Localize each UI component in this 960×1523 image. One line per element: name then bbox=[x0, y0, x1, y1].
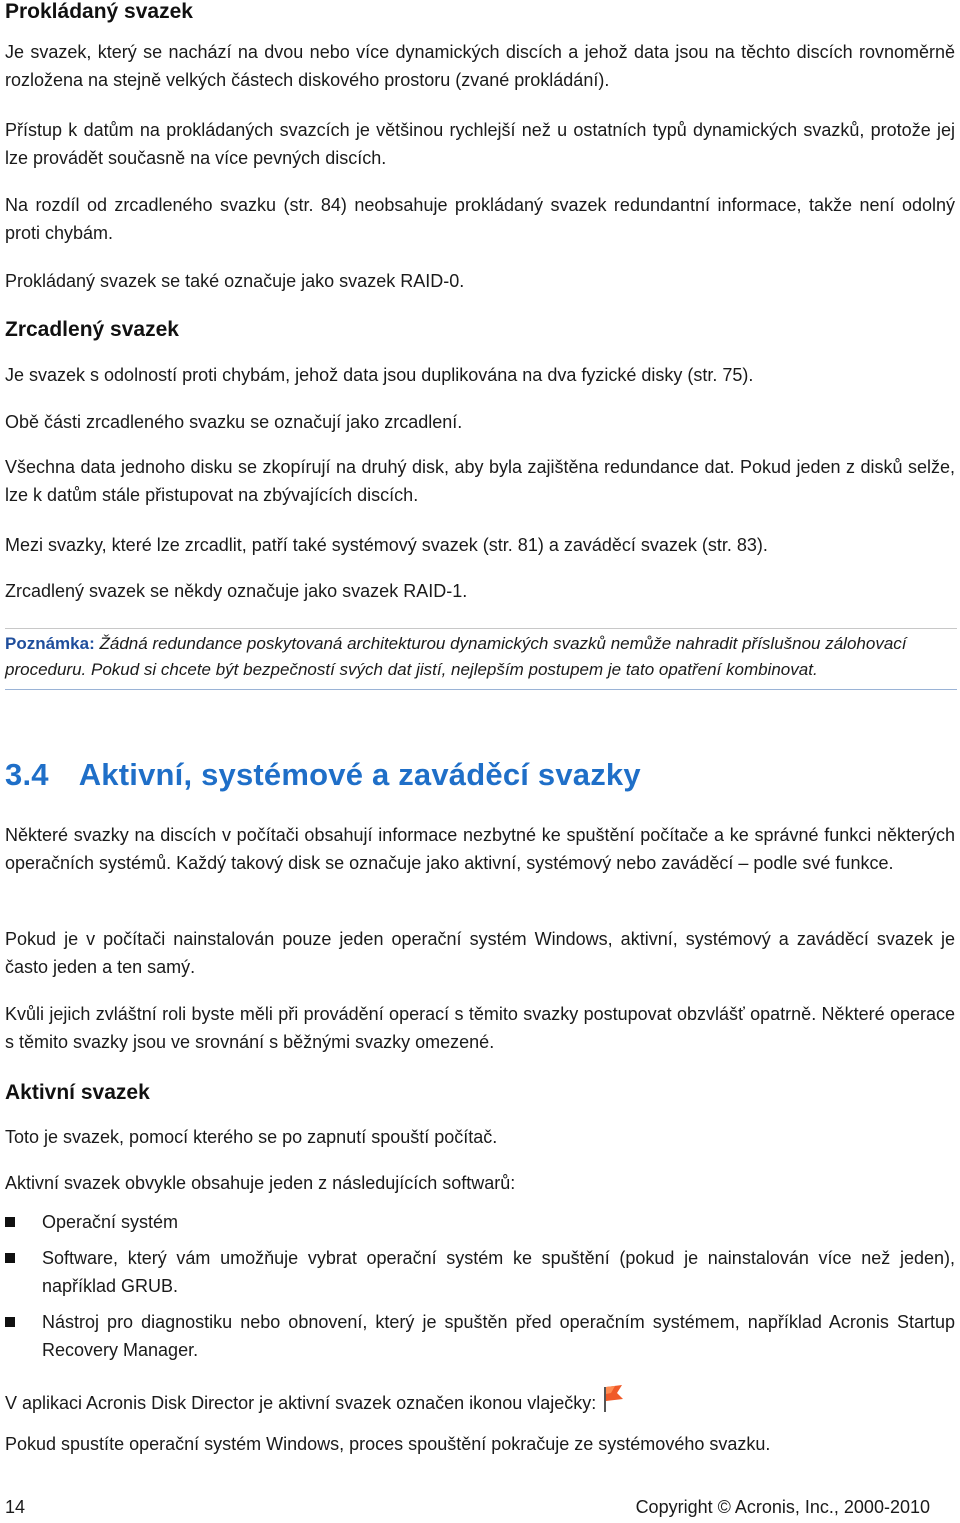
paragraph: Všechna data jednoho disku se zkopírují na druhý disk, aby byla zajištěna redundance dat. Pokud jeden z disků selže, lze k datům stále přistupovat na zbývajících discích. bbox=[5, 457, 955, 505]
paragraph-flag: V aplikaci Acronis Disk Director je aktivní svazek označen ikonou vlaječky: bbox=[5, 1383, 625, 1421]
note-label: Poznámka: bbox=[5, 634, 95, 653]
section-heading-striped-volume: Prokládaný svazek bbox=[5, 0, 193, 23]
paragraph: Mezi svazky, které lze zrcadlit, patří také systémový svazek (str. 81) a zaváděcí svazek (str. 83). bbox=[5, 535, 768, 555]
paragraph: Pokud je v počítači nainstalován pouze jeden operační systém Windows, aktivní, systémový a zaváděcí svazek je často jeden a ten samý. bbox=[5, 929, 955, 977]
paragraph: Toto je svazek, pomocí kterého se po zapnutí spouští počítač. bbox=[5, 1127, 498, 1147]
paragraph: Zrcadlený svazek se někdy označuje jako svazek RAID-1. bbox=[5, 581, 468, 601]
paragraph: Je svazek, který se nachází na dvou nebo více dynamických discích a jehož data jsou na těchto discích rovnoměrně rozložena na stejně velkých částech diskového prostoru (zvané prokládání). bbox=[5, 42, 955, 90]
square-bullet-icon bbox=[5, 1317, 15, 1327]
paragraph: Na rozdíl od zrcadleného svazku (str. 84) neobsahuje prokládaný svazek redundantní informace, takže není odolný proti chybám. bbox=[5, 195, 955, 243]
note-text: Žádná redundance poskytovaná architekturou dynamických svazků nemůže nahradit příslušnou zálohovací proceduru. Pokud si chcete být bezpečností svých dat jistí, nejlepším postupem je tato opatření kombinovat. bbox=[5, 634, 907, 679]
paragraph: Některé svazky na discích v počítači obsahují informace nezbytné ke spuštění počítače a ke správné funkci některých operačních systémů. Každý takový disk se označuje jako aktivní, systémový nebo zaváděcí – podle své funkce. bbox=[5, 825, 955, 873]
chapter-title: Aktivní, systémové a zaváděcí svazky bbox=[78, 757, 641, 792]
paragraph: Je svazek s odolností proti chybám, jehož data jsou duplikována na dva fyzické disky (str. 75). bbox=[5, 365, 754, 385]
square-bullet-icon bbox=[5, 1217, 15, 1227]
software-list bbox=[5, 1208, 955, 1372]
flag-icon bbox=[603, 1383, 625, 1421]
list-item: Software, který vám umožňuje vybrat operační systém ke spuštění (pokud je nainstalován více než jeden), například GRUB. bbox=[5, 1244, 955, 1300]
section-heading-mirrored-volume: Zrcadlený svazek bbox=[5, 318, 179, 341]
list-item: Nástroj pro diagnostiku nebo obnovení, který je spuštěn před operačním systémem, například Acronis Startup Recovery Manager. bbox=[5, 1308, 955, 1364]
paragraph: Pokud spustíte operační systém Windows, proces spouštění pokračuje ze systémového svazku. bbox=[5, 1434, 771, 1454]
paragraph: Prokládaný svazek se také označuje jako svazek RAID-0. bbox=[5, 271, 465, 291]
paragraph: Obě části zrcadleného svazku se označují jako zrcadlení. bbox=[5, 412, 463, 432]
note-box bbox=[5, 628, 957, 690]
paragraph: Aktivní svazek obvykle obsahuje jeden z následujících softwarů: bbox=[5, 1173, 516, 1193]
chapter-heading bbox=[5, 757, 641, 793]
paragraph: Přístup k datům na prokládaných svazcích je většinou rychlejší než u ostatních typů dynamických svazků, protože jej lze provádět současně na více pevných discích. bbox=[5, 120, 955, 168]
chapter-number: 3.4 bbox=[5, 757, 49, 792]
section-heading-active-volume: Aktivní svazek bbox=[5, 1081, 150, 1104]
copyright-notice: Copyright © Acronis, Inc., 2000-2010 bbox=[635, 1497, 930, 1517]
page-number: 14 bbox=[5, 1497, 26, 1517]
square-bullet-icon bbox=[5, 1253, 15, 1263]
list-item: Operační systém bbox=[5, 1208, 955, 1236]
paragraph: Kvůli jejich zvláštní roli byste měli při provádění operací s těmito svazky postupovat obzvlášť opatrně. Některé operace s těmito svazky jsou ve srovnání s běžnými svazky omezené. bbox=[5, 1004, 955, 1052]
